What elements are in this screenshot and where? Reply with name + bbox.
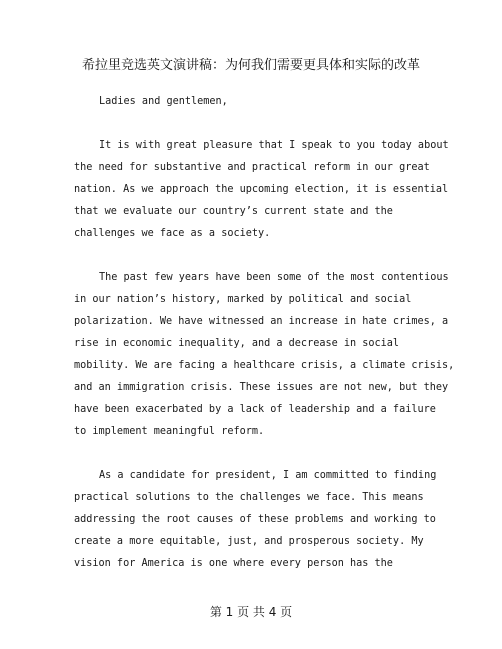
paragraph-line: that we evaluate our country’s current state and the bbox=[74, 206, 393, 217]
document-title: 希拉里竞选英文演讲稿：为何我们需要更具体和实际的改革 bbox=[81, 58, 420, 73]
paragraph-line: addressing the root causes of these problems and working to bbox=[74, 514, 436, 525]
paragraph-line: mobility. We are facing a healthcare crisis, a climate crisis, bbox=[74, 360, 455, 371]
paragraph-line: polarization. We have witnessed an increase in hate crimes, a bbox=[74, 316, 449, 327]
paragraph-line: in our nation’s history, marked by political and social bbox=[74, 294, 412, 305]
paragraph-line: the need for substantive and practical reform in our great bbox=[74, 162, 430, 173]
paragraph-line: practical solutions to the challenges we face. This means bbox=[74, 492, 424, 503]
paragraph-line: It is with great pleasure that I speak to you today about bbox=[99, 140, 449, 151]
page-number-footer: 第 1 页 共 4 页 bbox=[209, 605, 293, 619]
paragraph-line: rise in economic inequality, and a decrease in social bbox=[74, 338, 400, 349]
paragraph-line: The past few years have been some of the most contentious bbox=[99, 272, 449, 283]
paragraph-line: and an immigration crisis. These issues are not new, but they bbox=[74, 382, 449, 393]
paragraph-line: to implement meaningful reform. bbox=[74, 426, 265, 437]
paragraph-line: create a more equitable, just, and prosperous society. My bbox=[74, 536, 424, 547]
paragraph-line: challenges we face as a society. bbox=[74, 228, 271, 239]
paragraph-line: have been exacerbated by a lack of leadership and a failure bbox=[74, 404, 436, 415]
paragraph-line: nation. As we approach the upcoming election, it is essential bbox=[74, 184, 449, 195]
paragraph-line: vision for America is one where every person has the bbox=[74, 558, 393, 569]
greeting: Ladies and gentlemen, bbox=[99, 96, 228, 107]
paragraph-line: As a candidate for president, I am committed to finding bbox=[99, 470, 437, 481]
